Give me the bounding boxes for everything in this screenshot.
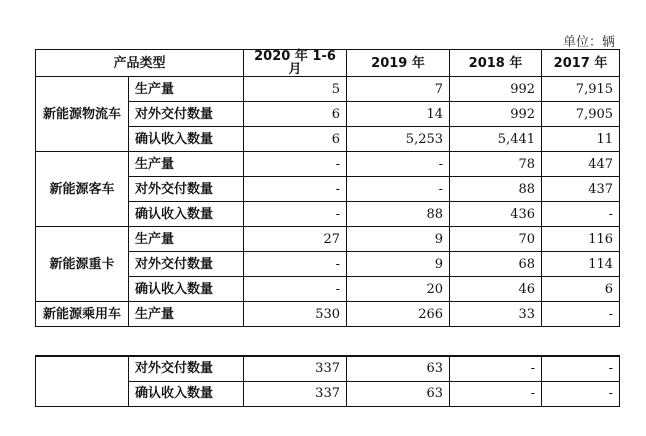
value-cell: - (244, 177, 347, 202)
value-cell: 7 (347, 77, 450, 102)
metric-label: 确认收入数量 (129, 202, 244, 227)
header-year: 2020 年 1-6 月 (244, 50, 347, 77)
value-cell: - (450, 381, 542, 406)
value-cell: 114 (542, 252, 620, 277)
value-cell: 6 (542, 277, 620, 302)
table-row (36, 356, 620, 381)
value-cell: 436 (450, 202, 542, 227)
value-cell: 33 (450, 302, 542, 327)
value-cell: - (244, 252, 347, 277)
group-label: 新能源物流车 (36, 77, 129, 152)
value-cell: - (542, 302, 620, 327)
metric-label: 生产量 (129, 77, 244, 102)
header-year: 2018 年 (450, 50, 542, 77)
value-cell: - (347, 177, 450, 202)
group-label: 新能源客车 (36, 152, 129, 227)
metric-label: 生产量 (129, 152, 244, 177)
table-row (36, 227, 620, 252)
value-cell: - (542, 356, 620, 381)
value-cell: - (347, 152, 450, 177)
value-cell: 78 (450, 152, 542, 177)
value-cell: 68 (450, 252, 542, 277)
metric-label: 确认收入数量 (129, 381, 244, 406)
metric-label: 生产量 (129, 227, 244, 252)
value-cell: 20 (347, 277, 450, 302)
group-label: 新能源重卡 (36, 227, 129, 302)
value-cell: - (244, 202, 347, 227)
table-row (36, 77, 620, 102)
metric-label: 生产量 (129, 302, 244, 327)
value-cell: - (450, 356, 542, 381)
value-cell: 5 (244, 77, 347, 102)
unit-label: 单位：辆 (562, 35, 615, 50)
value-cell: 14 (347, 102, 450, 127)
value-cell: 5,441 (450, 127, 542, 152)
metric-label: 确认收入数量 (129, 277, 244, 302)
value-cell: 7,915 (542, 77, 620, 102)
metric-label: 对外交付数量 (129, 177, 244, 202)
value-cell: 5,253 (347, 127, 450, 152)
value-cell: 447 (542, 152, 620, 177)
value-cell: 6 (244, 127, 347, 152)
value-cell: 437 (542, 177, 620, 202)
value-cell: - (542, 202, 620, 227)
value-cell: 70 (450, 227, 542, 252)
production-table-continued (35, 355, 620, 407)
value-cell: 337 (244, 381, 347, 406)
table-row (36, 152, 620, 177)
value-cell: - (244, 277, 347, 302)
group-label-continued (36, 356, 129, 406)
table-header-row (36, 50, 620, 77)
metric-label: 确认收入数量 (129, 127, 244, 152)
value-cell: 46 (450, 277, 542, 302)
production-table (35, 49, 620, 327)
value-cell: 116 (542, 227, 620, 252)
value-cell: 266 (347, 302, 450, 327)
value-cell: 9 (347, 227, 450, 252)
value-cell: 6 (244, 102, 347, 127)
value-cell: 9 (347, 252, 450, 277)
header-year: 2017 年 (542, 50, 620, 77)
metric-label: 对外交付数量 (129, 252, 244, 277)
value-cell: - (542, 381, 620, 406)
value-cell: 63 (347, 356, 450, 381)
value-cell: 992 (450, 77, 542, 102)
metric-label: 对外交付数量 (129, 102, 244, 127)
value-cell: 63 (347, 381, 450, 406)
group-label: 新能源乘用车 (36, 302, 129, 327)
value-cell: 88 (347, 202, 450, 227)
value-cell: 11 (542, 127, 620, 152)
value-cell: 27 (244, 227, 347, 252)
value-cell: 7,905 (542, 102, 620, 127)
value-cell: 337 (244, 356, 347, 381)
value-cell: 88 (450, 177, 542, 202)
value-cell: - (244, 152, 347, 177)
value-cell: 992 (450, 102, 542, 127)
value-cell: 530 (244, 302, 347, 327)
table-row (36, 302, 620, 327)
header-category: 产品类型 (36, 50, 244, 77)
metric-label: 对外交付数量 (129, 356, 244, 381)
header-year: 2019 年 (347, 50, 450, 77)
